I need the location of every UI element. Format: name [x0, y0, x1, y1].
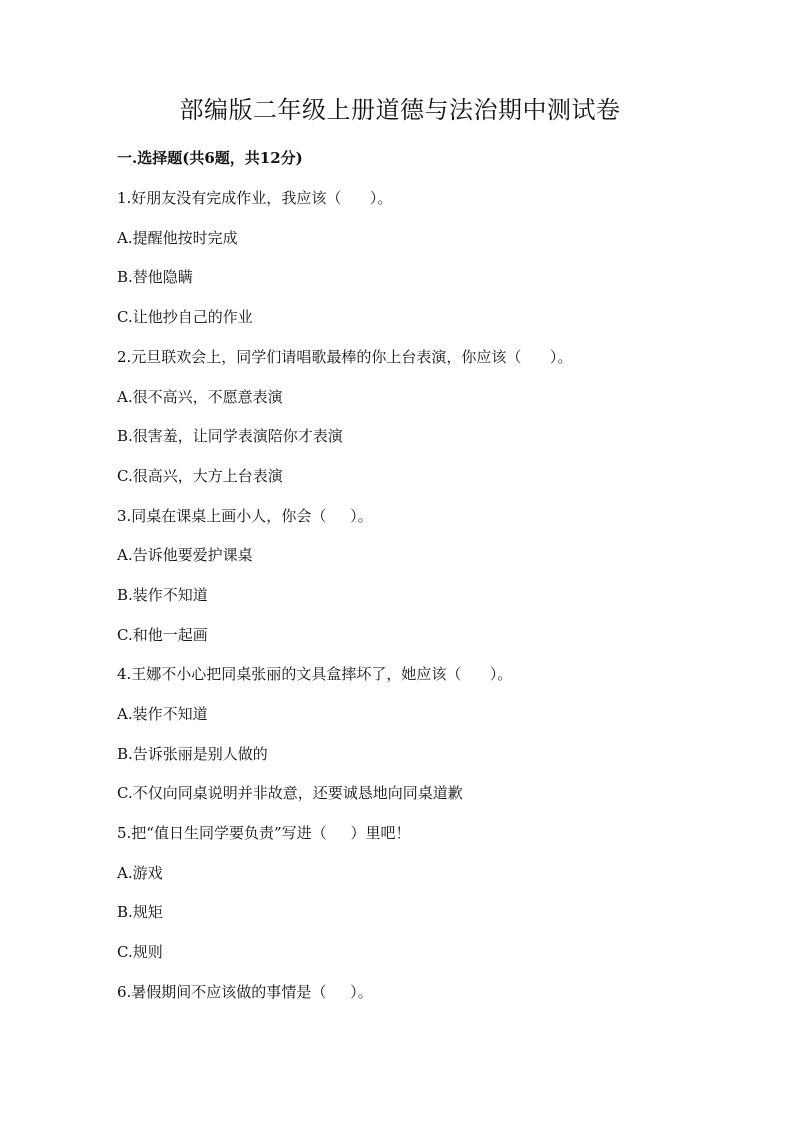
option-5a: A.游戏: [117, 864, 163, 882]
question-6: 6.暑假期间不应该做的事情是（ ）。: [117, 983, 373, 1001]
question-2: 2.元旦联欢会上，同学们请唱歌最棒的你上台表演，你应该（ ）。: [117, 348, 573, 366]
option-5b: B.规矩: [117, 903, 163, 921]
option-3b: B.装作不知道: [117, 586, 208, 604]
option-3a: A.告诉他要爱护课桌: [117, 546, 253, 564]
option-1a: A.提醒他按时完成: [117, 229, 238, 247]
option-2c: C.很高兴，大方上台表演: [117, 467, 283, 485]
option-4a: A.装作不知道: [117, 705, 208, 723]
section-heading: 一.选择题(共6题，共12分): [117, 149, 303, 167]
question-1: 1.好朋友没有完成作业，我应该（ ）。: [117, 189, 393, 207]
option-3c: C.和他一起画: [117, 626, 208, 644]
page-title: 部编版二年级上册道德与法治期中测试卷: [179, 96, 621, 124]
option-1b: B.替他隐瞒: [117, 268, 193, 286]
option-4c: C.不仅向同桌说明并非故意，还要诚恳地向同桌道歉: [117, 784, 463, 802]
option-4b: B.告诉张丽是别人做的: [117, 745, 268, 763]
option-1c: C.让他抄自己的作业: [117, 308, 253, 326]
question-3: 3.同桌在课桌上画小人，你会（ ）。: [117, 507, 373, 525]
option-2a: A.很不高兴，不愿意表演: [117, 388, 283, 406]
option-2b: B.很害羞，让同学表演陪你才表演: [117, 427, 343, 445]
option-5c: C.规则: [117, 943, 163, 961]
question-4: 4.王娜不小心把同桌张丽的文具盒摔坏了，她应该（ ）。: [117, 665, 513, 683]
question-5: 5.把“值日生同学要负责”写进（ ）里吧！: [117, 824, 411, 842]
